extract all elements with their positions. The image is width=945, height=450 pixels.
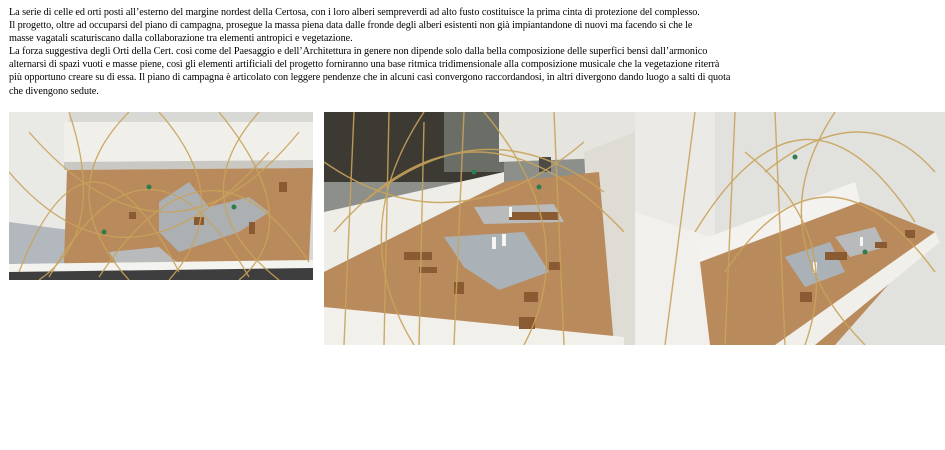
model-photo-perspective bbox=[324, 112, 635, 345]
text-line: La forza suggestiva degli Orti della Cert. così come del Paesaggio e dell’Architettura in genere non dipende solo dalla bella composizione delle superfici bensì dall’armonico bbox=[9, 46, 708, 58]
text-line: masse vagatali scaturiscano dalla collaborazione tra elementi antropici e vegetazione. bbox=[9, 33, 353, 45]
text-line: La serie di celle ed orti posti all’esterno del margine nordest della Certosa, con i loro alberi sempreverdi ad alto fusto costituisce la prima cinta di protezione del complesso. bbox=[9, 7, 700, 18]
model-photo-side-view bbox=[635, 112, 945, 345]
text-line: alternarsi di spazi vuoti e masse piene, così gli elementi artificiali del progetto forniranno una base ritmica tridimensionale alla composizione musicale che la vegetazione riterrà bbox=[9, 59, 720, 71]
model-photo-perspective-image bbox=[324, 112, 635, 345]
text-line: Il progetto, oltre ad occuparsi del piano di campagna, prosegue la massa piena data dalle fronde degli alberi esistenti non già impiantandone di nuovi ma facendo sì che le bbox=[9, 20, 693, 32]
text-line: che divengono sedute. bbox=[9, 85, 99, 97]
model-photo-top-view-image bbox=[9, 112, 313, 280]
description-text bbox=[9, 6, 939, 98]
model-photo-top-view bbox=[9, 112, 313, 280]
text-line: più opportuno creare su di essa. Il piano di campagna è articolato con leggere pendenze che in alcuni casi convergono raccordandosi, in altri divergono dando luogo a salti di quota bbox=[9, 72, 731, 84]
model-photo-side-view-image bbox=[635, 112, 945, 345]
